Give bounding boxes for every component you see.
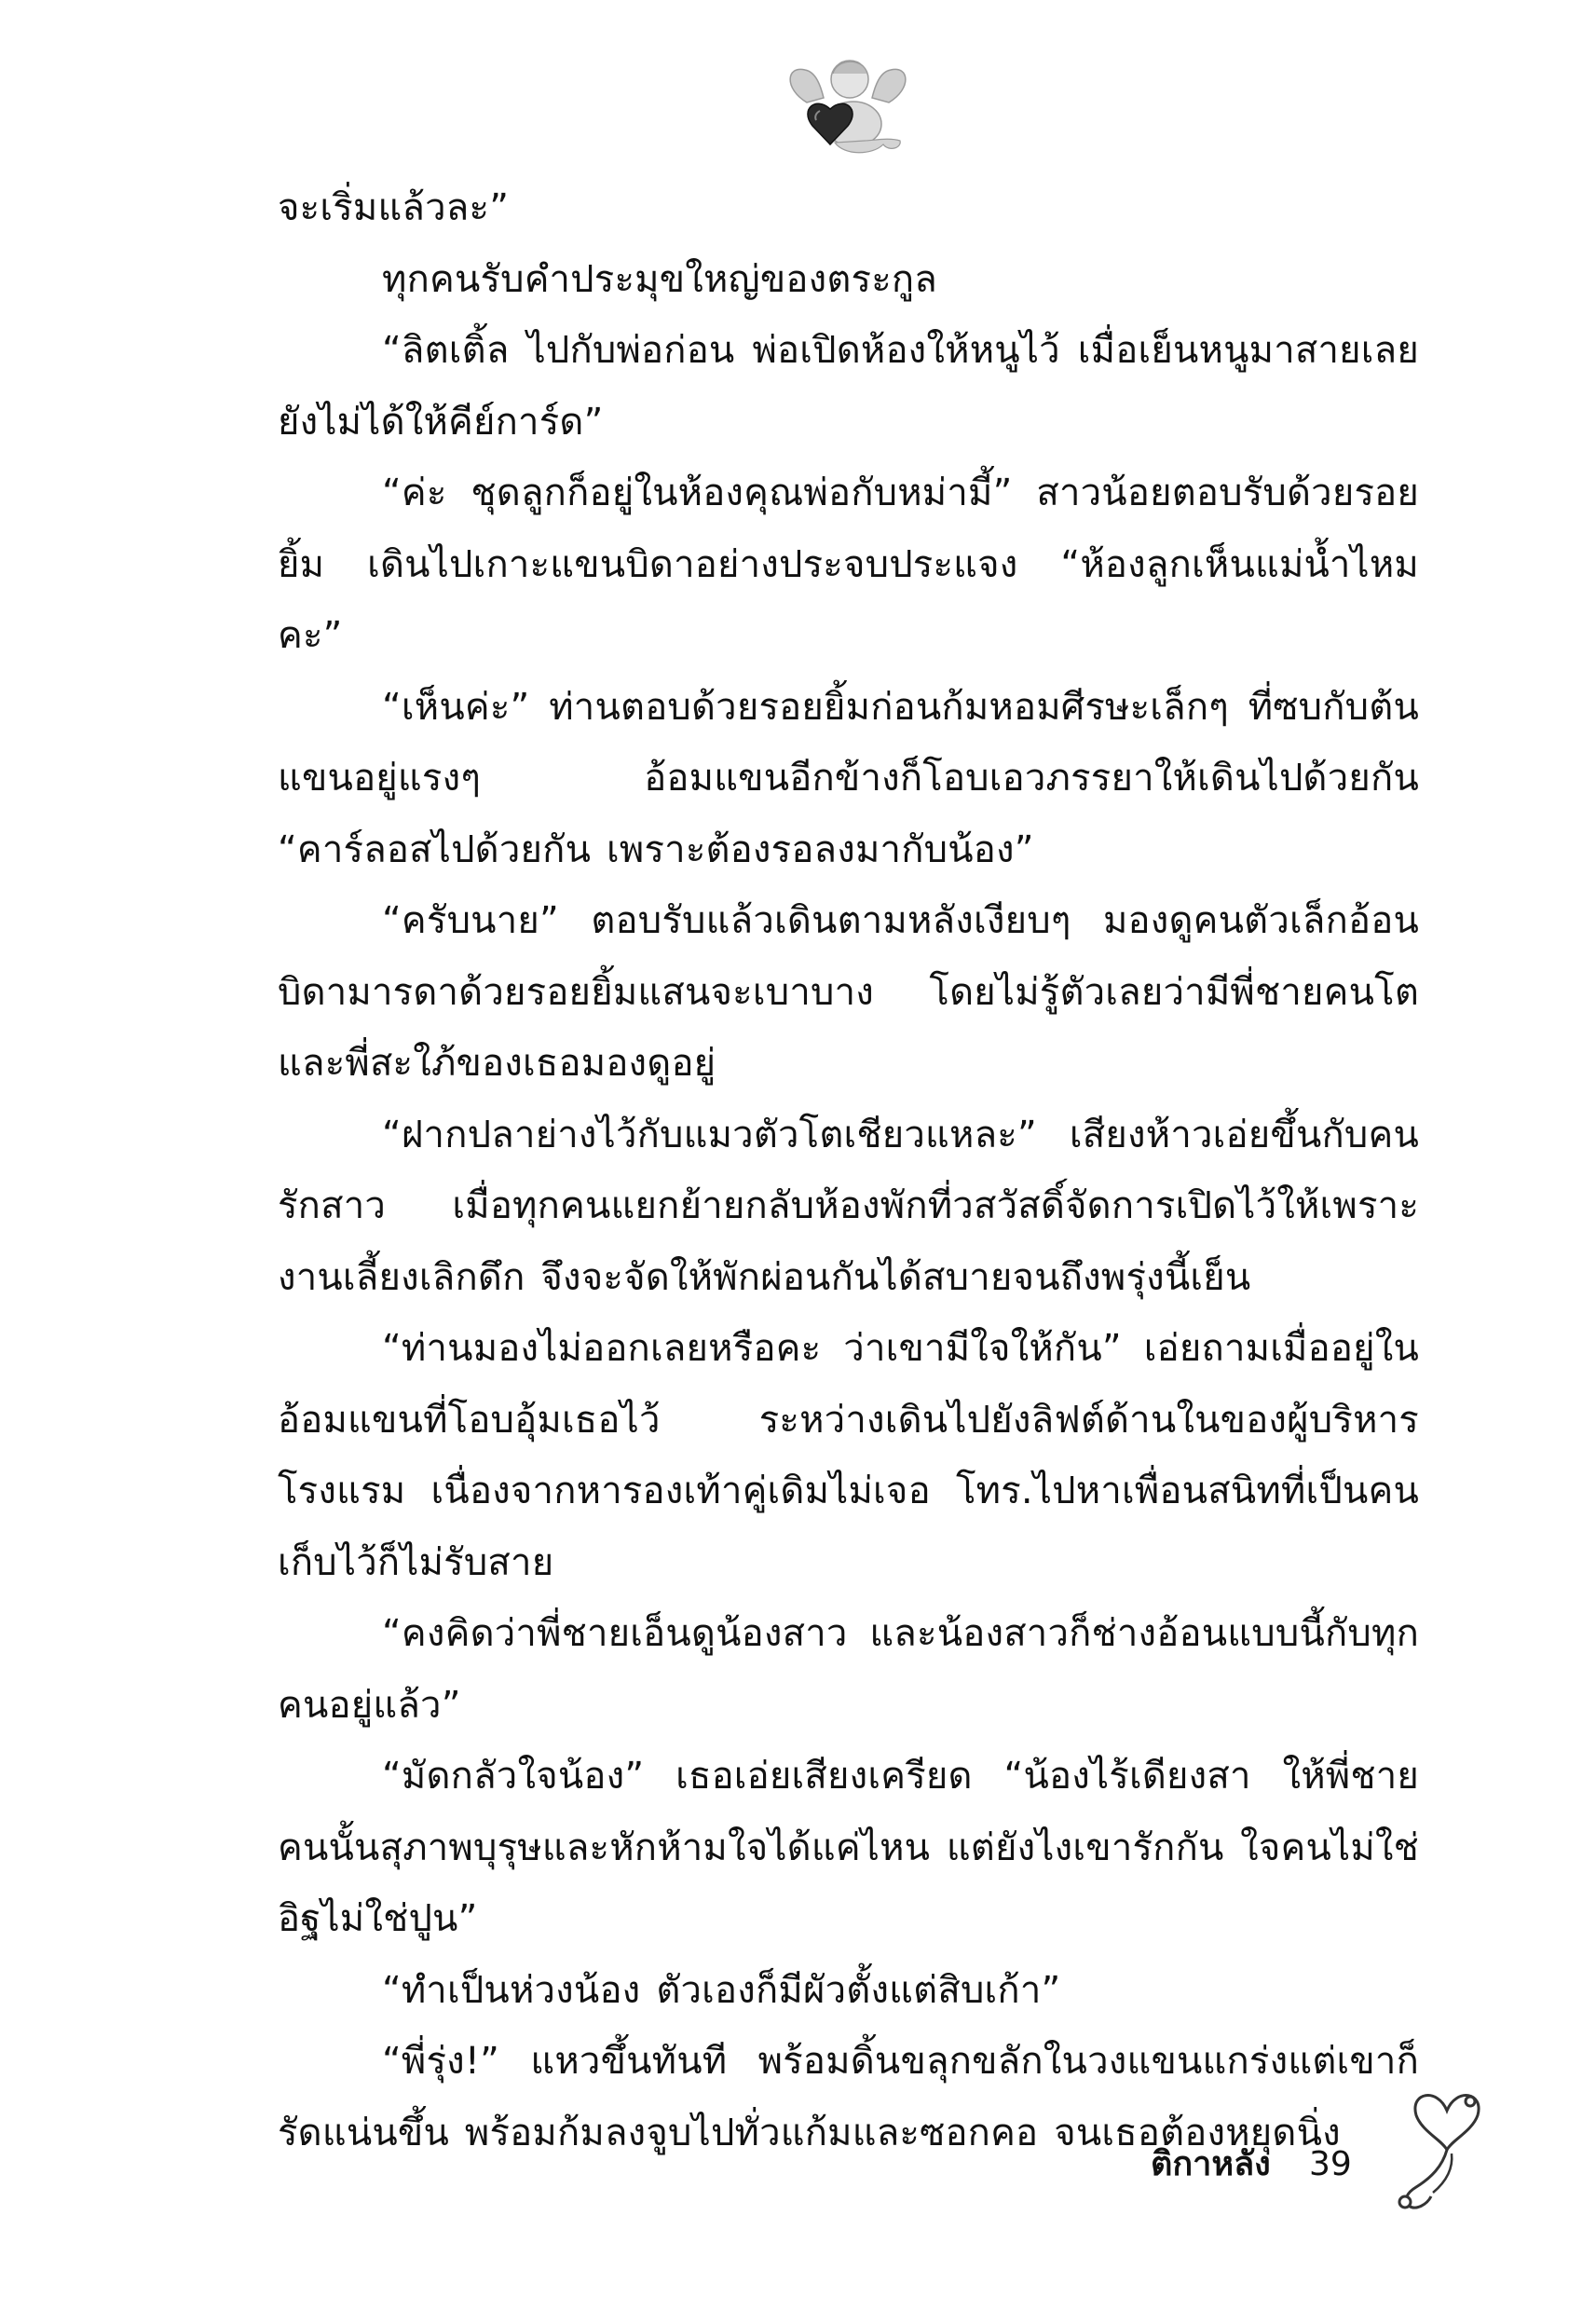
running-footer-title: ติกาหลัง [1151,2145,1271,2183]
page-number: 39 [1309,2145,1352,2183]
paragraph-5: “เห็นค่ะ” ท่านตอบด้วยรอยยิ้มก่อนก้มหอมศีรษะเล็กๆ ที่ซบกับต้นแขนอยู่แรงๆ อ้อมแขนอีกข้างก็โอบเอวภรรยาให้เดินไปด้วยกัน “คาร์ลอสไปด้วยกัน เพราะต้องรอลงมากับน้อง” [278,685,1419,871]
story-text [278,172,1419,2168]
paragraph-9: “คงคิดว่าพี่ชายเอ็นดูน้องสาว และน้องสาวก็ช่างอ้อนแบบนี้กับทุกคนอยู่แล้ว” [278,1612,1419,1727]
paragraph-4: “ค่ะ ชุดลูกก็อยู่ในห้องคุณพ่อกับหม่ามี้” สาวน้อยตอบรับด้วยรอยยิ้ม เดินไปเกาะแขนบิดาอย่างประจบประแจง “ห้องลูกเห็นแม่น้ำไหมคะ” [278,472,1419,657]
paragraph-12: “พี่รุ่ง!” แหวขึ้นทันที พร้อมดิ้นขลุกขลักในวงแขนแกร่งแต่เขาก็รัดแน่นขึ้น พร้อมก้มลงจูบไปทั่วแก้มและซอกคอ จนเธอต้องหยุดนิ่ง [278,2040,1419,2154]
heart-stethoscope-icon [1396,2073,1498,2213]
paragraph-6: “ครับนาย” ตอบรับแล้วเดินตามหลังเงียบๆ มองดูคนตัวเล็กอ้อนบิดามารดาด้วยรอยยิ้มแสนจะเบาบาง โดยไม่รู้ตัวเลยว่ามีพี่ชายคนโตและพี่สะใภ้ของเธอมองดูอยู่ [278,899,1419,1085]
paragraph-3: “ลิตเติ้ล ไปกับพ่อก่อน พ่อเปิดห้องให้หนูไว้ เมื่อเย็นหนูมาสายเลยยังไม่ได้ให้คีย์การ์ด” [278,329,1419,444]
paragraph-7: “ฝากปลาย่างไว้กับแมวตัวโตเชียวแหละ” เสียงห้าวเอ่ยขึ้นกับคนรักสาว เมื่อทุกคนแยกย้ายกลับห้องพักที่วสวัสดิ์จัดการเปิดไว้ให้เพราะงานเลี้ยงเลิกดึก จึงจะจัดให้พักผ่อนกันได้สบายจนถึงพรุ่งนี้เย็น [278,1113,1419,1299]
paragraph-2: ทุกคนรับคำประมุขใหญ่ของตระกูล [382,257,938,301]
paragraph-1: จะเริ่มแล้วละ” [278,186,510,229]
paragraph-11: “ทำเป็นห่วงน้อง ตัวเองก็มีผัวตั้งแต่สิบเก้า” [382,1968,1061,2012]
cupid-with-heart-icon [779,51,919,163]
paragraph-8: “ท่านมองไม่ออกเลยหรือคะ ว่าเขามีใจให้กัน” เอ่ยถามเมื่ออยู่ในอ้อมแขนที่โอบอุ้มเธอไว้ ระหว่างเดินไปยังลิฟต์ด้านในของผู้บริหารโรงแรม เนื่องจากหารองเท้าคู่เดิมไม่เจอ โทร.ไปหาเพื่อนสนิทที่เป็นคนเก็บไว้ก็ไม่รับสาย [278,1327,1419,1584]
paragraph-10: “มัดกลัวใจน้อง” เธอเอ่ยเสียงเครียด “น้องไร้เดียงสา ให้พี่ชายคนนั้นสุภาพบุรุษและหักห้ามใจได้แค่ไหน แต่ยังไงเขารักกัน ใจคนไม่ใช่อิฐไม่ใช่ปูน” [278,1755,1419,1940]
